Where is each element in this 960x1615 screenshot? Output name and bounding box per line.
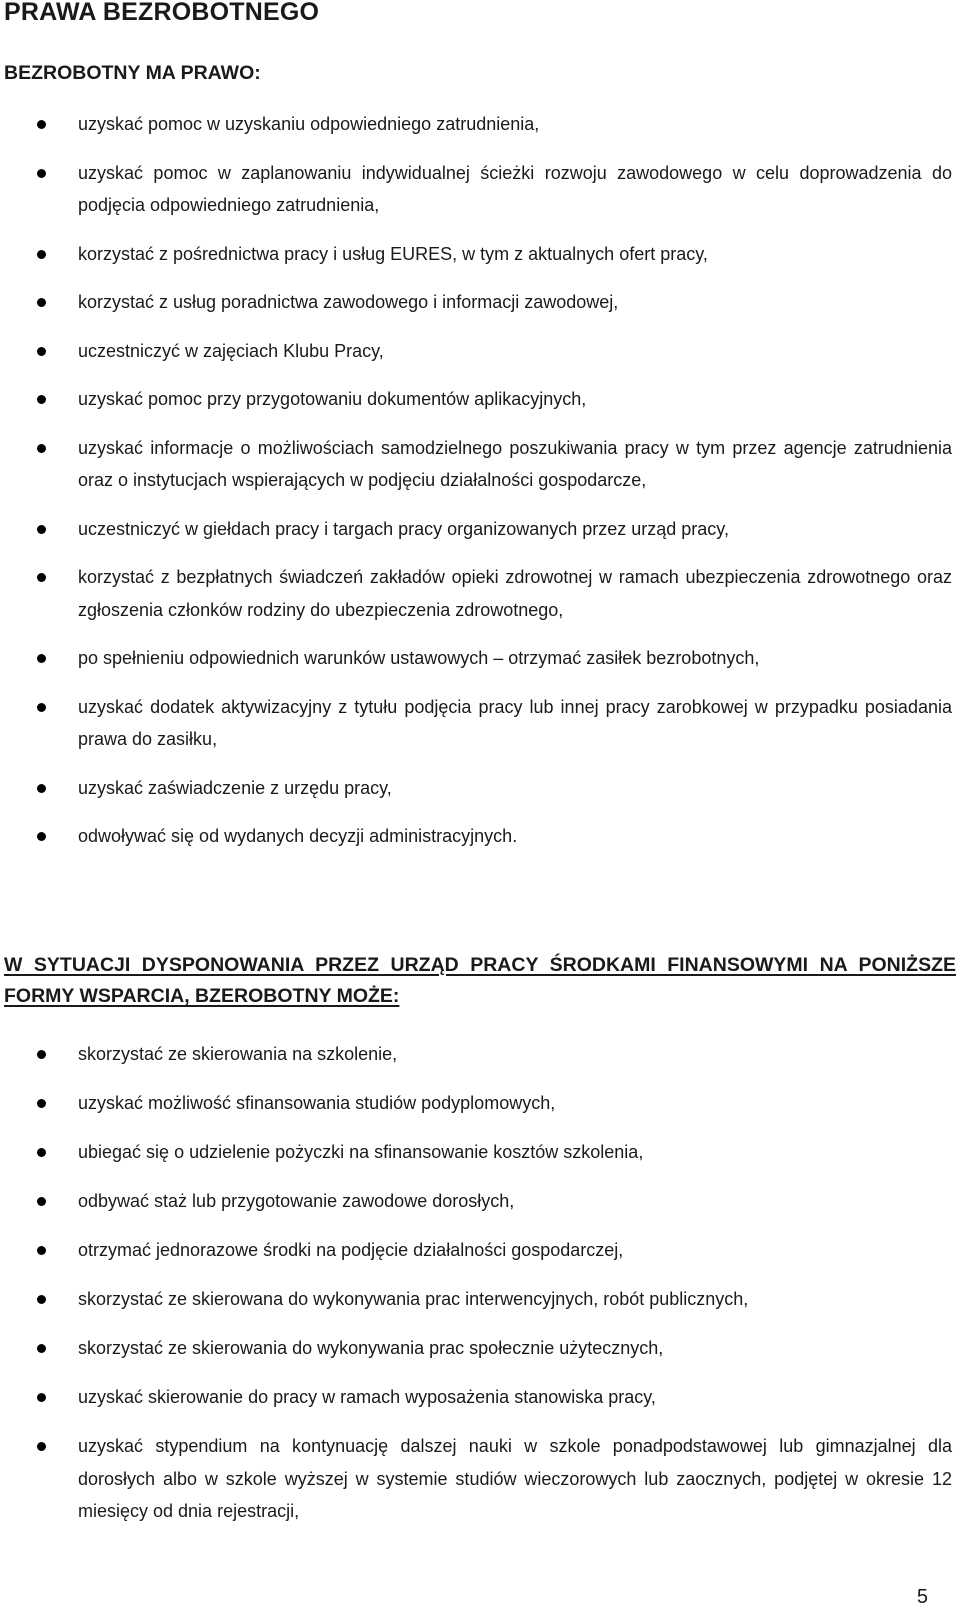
- bullet-icon: [37, 1099, 46, 1108]
- bullet-icon: [37, 347, 46, 356]
- bullet-icon: [37, 298, 46, 307]
- bullet-icon: [37, 169, 46, 178]
- list-item: [0, 772, 952, 805]
- bullet-icon: [37, 1295, 46, 1304]
- list-item-text: uzyskać pomoc w uzyskaniu odpowiedniego zatrudnienia,: [78, 114, 540, 134]
- list-item: [0, 335, 952, 368]
- bullet-icon: [37, 525, 46, 534]
- list-item-text: uczestniczyć w giełdach pracy i targach pracy organizowanych przez urząd pracy,: [78, 518, 729, 539]
- list-item-text: uzyskać stypendium na kontynuację dalszej nauki w szkole ponadpodstawowej lub gimnazjalnej dla dorosłych albo w szkole wyższej w systemie studiów wieczorowych lub zaocznych, podjętej w okresie 12 miesięcy od dnia rejestracji,: [78, 1436, 952, 1521]
- list-item-text: uzyskać pomoc przy przygotowaniu dokumentów aplikacyjnych,: [78, 389, 587, 409]
- list-item-text: uzyskać zaświadczenie z urzędu pracy,: [78, 777, 392, 798]
- list-item-text: uzyskać pomoc w zaplanowaniu indywidualnej ścieżki rozwoju zawodowego w celu doprowadzenia do podjęcia odpowiedniego zatrudnienia,: [78, 162, 952, 215]
- bullet-icon: [37, 832, 46, 841]
- list-item: [0, 383, 952, 416]
- list-item-text: skorzystać ze skierowania do wykonywania prac społecznie użytecznych,: [78, 1338, 664, 1358]
- list-item-text: uzyskać możliwość sfinansowania studiów podyplomowych,: [78, 1093, 556, 1113]
- list-item: [0, 1332, 952, 1365]
- bullet-icon: [37, 784, 46, 793]
- list-item-text: ubiegać się o udzielenie pożyczki na sfinansowanie kosztów szkolenia,: [78, 1142, 644, 1162]
- list-item-text: otrzymać jednorazowe środki na podjęcie działalności gospodarczej,: [78, 1240, 624, 1260]
- bullet-icon: [37, 250, 46, 259]
- bullet-icon: [37, 1050, 46, 1059]
- list-item-text: uczestniczyć w zajęciach Klubu Pracy,: [78, 340, 384, 361]
- list-item-text: po spełnieniu odpowiednich warunków ustawowych – otrzymać zasiłek bezrobotnych,: [78, 648, 760, 668]
- list-item-text: skorzystać ze skierowania na szkolenie,: [78, 1044, 398, 1064]
- list-item: [0, 1038, 952, 1071]
- page-number: 5: [916, 1586, 928, 1608]
- list-item: [0, 1381, 952, 1414]
- bullet-icon: [37, 654, 46, 663]
- list-item: [0, 513, 952, 546]
- list-item-text: uzyskać dodatek aktywizacyjny z tytułu podjęcia pracy lub innej pracy zarobkowej w przypadku posiadania prawa do zasiłku,: [78, 696, 952, 749]
- list-item-text: skorzystać ze skierowana do wykonywania prac interwencyjnych, robót publicznych,: [78, 1289, 749, 1309]
- list-item-text: uzyskać informacje o możliwościach samodzielnego poszukiwania pracy w tym przez agencje zatrudnienia oraz o instytucjach wspierających w podjęciu działalności gospodarcze,: [78, 437, 952, 490]
- section-heading-support-forms: W SYTUACJI DYSPONOWANIA PRZEZ URZĄD PRACY ŚRODKAMI FINANSOWYMI NA PONIŻSZE FORMY WSPARCIA, BZEROBOTNY MOŻE:: [4, 954, 956, 1007]
- bullet-icon: [37, 120, 46, 129]
- list-item: [0, 238, 952, 271]
- bullet-icon: [37, 1148, 46, 1157]
- list-item-text: odbywać staż lub przygotowanie zawodowe dorosłych,: [78, 1191, 515, 1211]
- bullet-icon: [37, 1197, 46, 1206]
- list-item: [0, 157, 952, 222]
- list-item: [0, 108, 952, 141]
- section-heading-rights: BEZROBOTNY MA PRAWO:: [4, 62, 261, 84]
- list-item: [0, 1087, 952, 1120]
- list-item: [0, 561, 952, 626]
- bullet-icon: [37, 444, 46, 453]
- list-item-text: korzystać z bezpłatnych świadczeń zakładów opieki zdrowotnej w ramach ubezpieczenia zdrowotnego oraz zgłoszenia członków rodziny do ubezpieczenia zdrowotnego,: [78, 567, 952, 620]
- bullet-icon: [37, 1442, 46, 1451]
- list-item: [0, 691, 952, 756]
- list-item: [0, 1234, 952, 1267]
- bullet-icon: [37, 1393, 46, 1402]
- list-item: [0, 1185, 952, 1218]
- bullet-icon: [37, 1246, 46, 1255]
- list-item: [0, 1283, 952, 1316]
- bullet-icon: [37, 395, 46, 404]
- page-title: PRAWA BEZROBOTNEGO: [4, 0, 320, 26]
- list-item: [0, 432, 952, 497]
- list-item-text: uzyskać skierowanie do pracy w ramach wyposażenia stanowiska pracy,: [78, 1387, 656, 1407]
- support-forms-list: [0, 1038, 960, 1544]
- bullet-icon: [37, 573, 46, 582]
- list-item: [0, 642, 952, 675]
- bullet-icon: [37, 703, 46, 712]
- list-item-text: korzystać z usług poradnictwa zawodowego i informacji zawodowej,: [78, 292, 619, 312]
- list-item: [0, 1136, 952, 1169]
- rights-list: [0, 108, 960, 869]
- list-item: [0, 1430, 952, 1528]
- list-item-text: odwoływać się od wydanych decyzji administracyjnych.: [78, 826, 518, 846]
- list-item-text: korzystać z pośrednictwa pracy i usług EURES, w tym z aktualnych ofert pracy,: [78, 243, 708, 264]
- bullet-icon: [37, 1344, 46, 1353]
- list-item: [0, 286, 952, 319]
- list-item: [0, 820, 952, 853]
